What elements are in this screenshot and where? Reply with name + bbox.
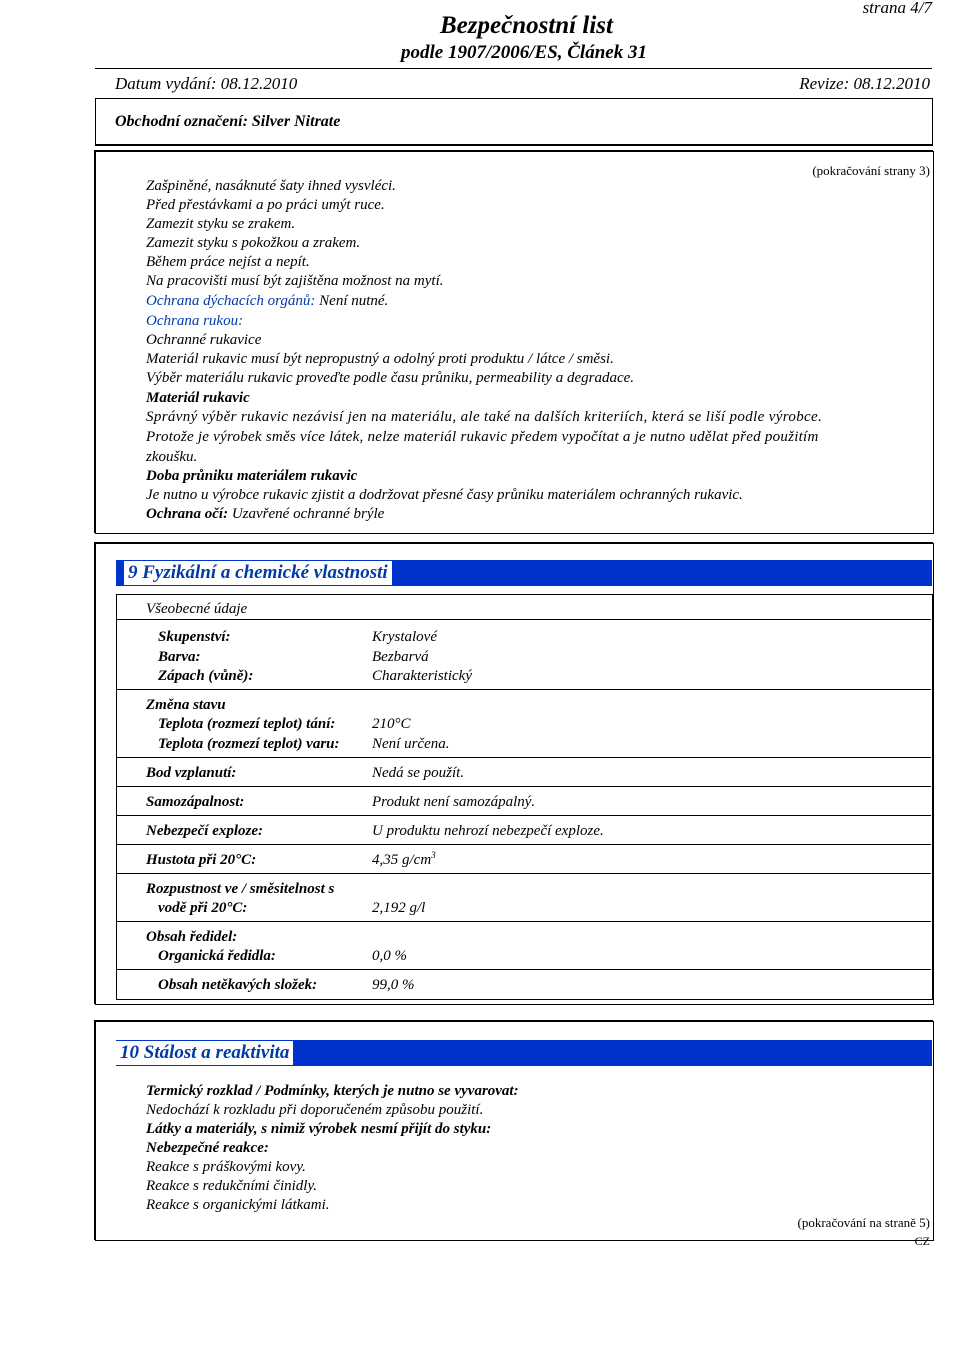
self-ignition-label: Samozápalnost:: [146, 794, 245, 810]
hygiene-line: Na pracovišti musí být zajištěna možnost na mytí.: [146, 273, 444, 289]
flash-point-value: Nedá se použít.: [372, 765, 465, 781]
table-divider: [116, 619, 931, 620]
thermal-decomposition-value: Nedochází k rozkladu při doporučeném způsobu použití.: [146, 1102, 484, 1118]
color-value: Bezbarvá: [372, 649, 429, 665]
hygiene-line: Zamezit styku se zrakem.: [146, 216, 296, 232]
breakthrough-text: Je nutno u výrobce rukavic zjistit a dodržovat přesné časy průniku materiálem ochranných rukavic.: [146, 487, 743, 503]
reaction-item: Reakce s práškovými kovy.: [146, 1159, 306, 1175]
solubility-label: Rozpustnost ve / směsitelnost s: [146, 881, 335, 897]
breakthrough-label: Doba průniku materiálem rukavic: [146, 468, 358, 484]
glove-material-label: Materiál rukavic: [146, 390, 250, 406]
respiratory-value: Není nutné.: [319, 293, 389, 309]
table-divider: [116, 844, 931, 845]
issue-date: Datum vydání: 08.12.2010: [115, 74, 298, 93]
table-divider: [116, 786, 931, 787]
continued-from: (pokračování strany 3): [812, 163, 930, 178]
eye-protection-label: Ochrana očí:: [146, 506, 229, 522]
color-label: Barva:: [158, 649, 201, 665]
respiratory-protection: [146, 292, 388, 311]
organic-solvents-label: Organická ředidla:: [158, 948, 276, 964]
hygiene-line: Během práce nejíst a nepít.: [146, 254, 310, 270]
density-value: [372, 851, 436, 870]
dangerous-reactions-label: Nebezpečné reakce:: [146, 1140, 269, 1156]
non-volatile-value: 99,0 %: [372, 977, 415, 993]
section10-title: 10 Stálost a reaktivita: [116, 1041, 293, 1065]
solubility-value: 2,192 g/l: [372, 900, 426, 916]
incompatible-materials-label: Látky a materiály, s nimiž výrobek nesmí přijít do styku:: [146, 1121, 492, 1137]
density-unit-exponent: 3: [431, 850, 436, 860]
respiratory-label: Ochrana dýchacích orgánů:: [146, 293, 316, 309]
table-divider: [116, 757, 931, 758]
state-value: Krystalové: [372, 629, 437, 645]
hand-protection-line: Ochranné rukavice: [146, 332, 262, 348]
table-divider: [116, 969, 931, 970]
organic-solvents-value: 0,0 %: [372, 948, 407, 964]
explosion-label: Nebezpečí exploze:: [146, 823, 264, 839]
glove-material-line: zkoušku.: [146, 449, 198, 465]
flash-point-label: Bod vzplanutí:: [146, 765, 237, 781]
trade-name: Obchodní označení: Silver Nitrate: [115, 113, 341, 130]
self-ignition-value: Produkt není samozápalný.: [372, 794, 536, 810]
solvent-content-label: Obsah ředidel:: [146, 929, 238, 945]
revision-date: Revize: 08.12.2010: [799, 74, 930, 93]
boiling-label: Teplota (rozmezí teplot) varu:: [158, 736, 340, 752]
header-divider: [95, 68, 932, 69]
document-title: Bezpečnostní list: [440, 12, 613, 39]
explosion-value: U produktu nehrozí nebezpečí exploze.: [372, 823, 604, 839]
hand-protection-line: Materiál rukavic musí být nepropustný a odolný proti produktu / látce / směsi.: [146, 351, 614, 367]
odor-label: Zápach (vůně):: [158, 668, 254, 684]
hand-protection-line: Výběr materiálu rukavic proveďte podle času průniku, permeability a degradace.: [146, 370, 635, 386]
glove-material-line: Správný výběr rukavic nezávisí jen na materiálu, ale také na dalších kriteriích, která se liší podle výrobce.: [146, 409, 823, 425]
reaction-item: Reakce s organickými látkami.: [146, 1197, 330, 1213]
melting-label: Teplota (rozmezí teplot) tání:: [158, 716, 336, 732]
eye-protection: [146, 505, 384, 524]
non-volatile-label: Obsah netěkavých složek:: [158, 977, 318, 993]
section9-title: 9 Fyzikální a chemické vlastnosti: [124, 561, 392, 585]
hygiene-line: Před přestávkami a po práci umýt ruce.: [146, 197, 385, 213]
general-info: Všeobecné údaje: [146, 601, 248, 617]
density-label: Hustota při 20°C:: [146, 852, 257, 868]
table-divider: [116, 873, 931, 874]
hygiene-line: Zamezit styku s pokožkou a zrakem.: [146, 235, 361, 251]
solubility-label-water: vodě při 20°C:: [158, 900, 248, 916]
density-number: 4,35 g/cm: [372, 852, 432, 868]
document-subtitle: podle 1907/2006/ES, Článek 31: [401, 42, 647, 63]
boiling-value: Není určena.: [372, 736, 450, 752]
page-number: strana 4/7: [862, 0, 932, 17]
eye-protection-value: Uzavřené ochranné brýle: [231, 506, 385, 522]
language-code: CZ: [914, 1234, 930, 1248]
reaction-item: Reakce s redukčními činidly.: [146, 1178, 318, 1194]
table-divider: [116, 921, 931, 922]
thermal-decomposition-label: Termický rozklad / Podmínky, kterých je nutno se vyvarovat:: [146, 1083, 519, 1099]
odor-value: Charakteristický: [372, 668, 472, 684]
continued-to: (pokračování na straně 5): [797, 1215, 930, 1230]
glove-material-line: Protože je výrobek směs více látek, nelze materiál rukavic předem vypočítat a je nutno udělat před použitím: [146, 429, 819, 445]
hygiene-line: Zašpiněné, nasáknuté šaty ihned vysvléci.: [146, 178, 396, 194]
melting-value: 210°C: [372, 716, 411, 732]
state-label: Skupenství:: [158, 629, 231, 645]
table-divider: [116, 815, 931, 816]
hand-protection-label: Ochrana rukou:: [146, 313, 244, 329]
table-divider: [116, 689, 931, 690]
change-of-state-label: Změna stavu: [146, 697, 226, 713]
